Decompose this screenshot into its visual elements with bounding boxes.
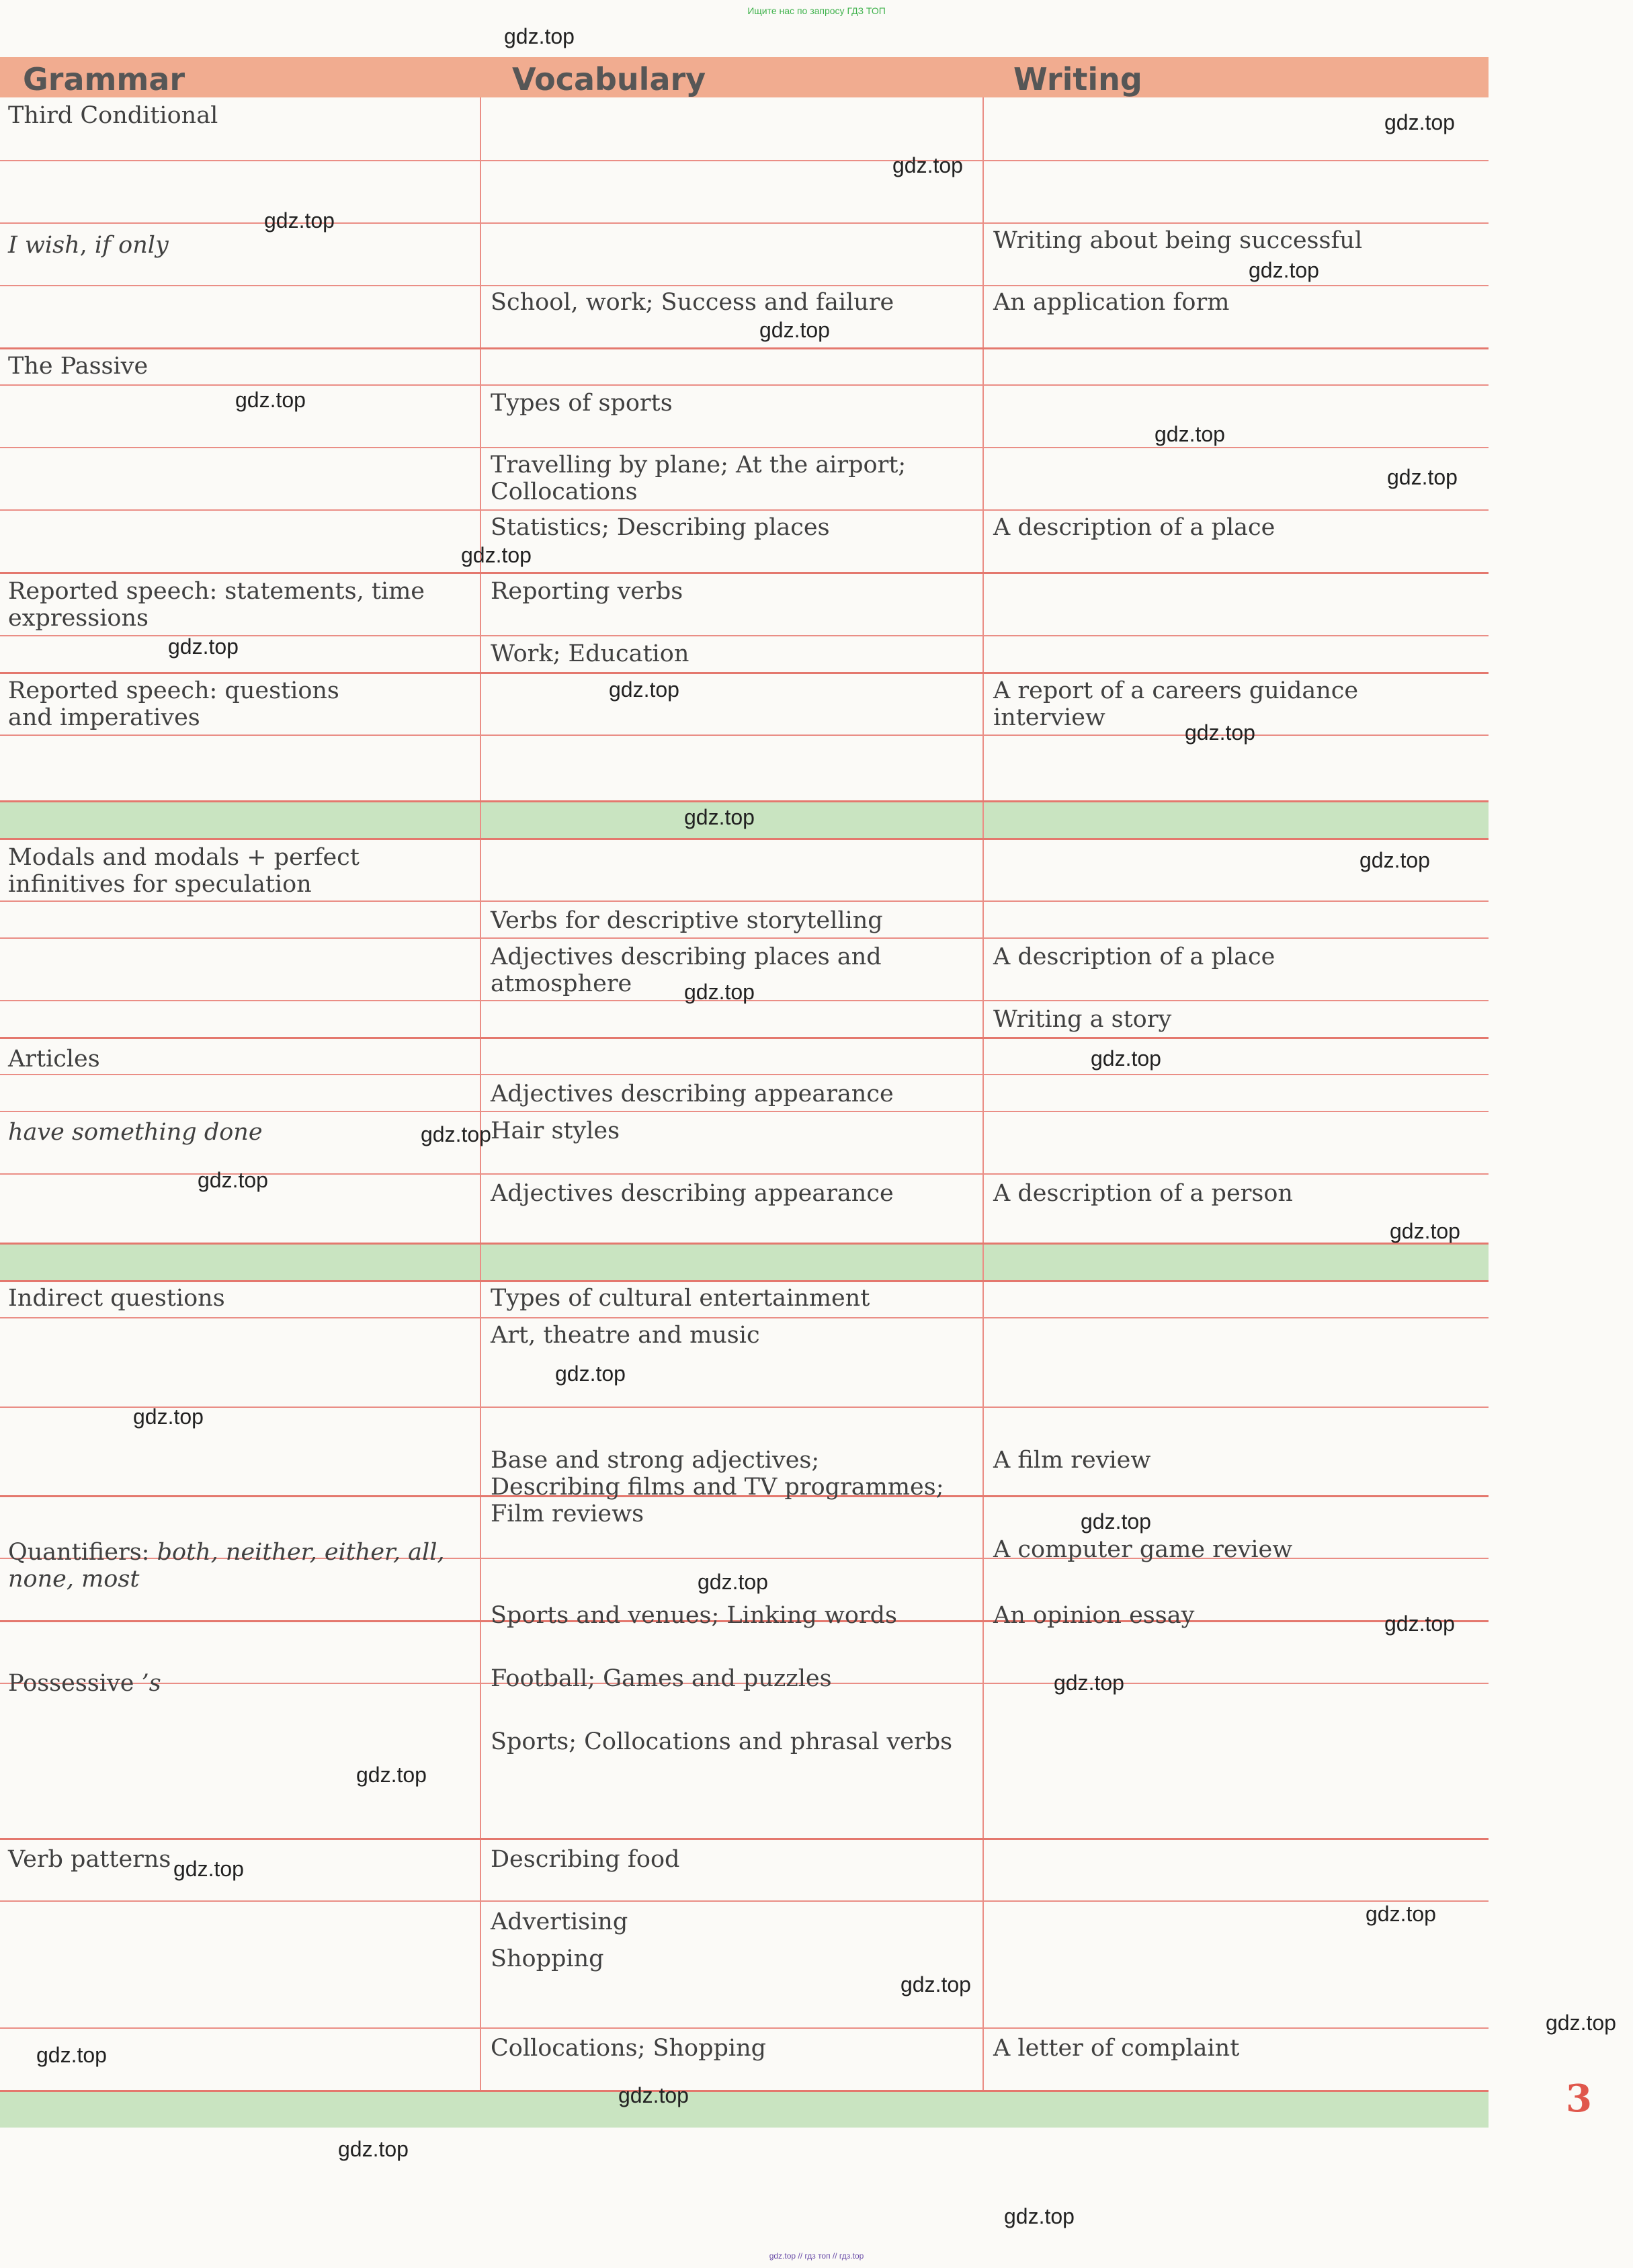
writing-cell: A report of a careers guidance interview <box>993 677 1359 731</box>
grammar-cell: Reported speech: questions and imperatives <box>8 677 339 731</box>
writing-cell: A description of a person <box>993 1180 1293 1207</box>
column-divider <box>982 97 984 2090</box>
watermark: gdz.top <box>133 1404 204 1429</box>
top-note: Ищите нас по запросу ГДЗ ТОП <box>747 5 886 16</box>
watermark: gdz.top <box>892 153 963 177</box>
vocabulary-cell: Describing food <box>491 1846 680 1873</box>
vocabulary-cell: School, work; Success and failure <box>491 289 894 316</box>
section-band <box>0 2090 1489 2128</box>
vocabulary-cell: Base and strong adjectives; Describing films and TV programmes; Film reviews <box>491 1447 944 1527</box>
grammar-cell: I wish, if only <box>8 232 169 259</box>
vocabulary-cell: Statistics; Describing places <box>491 514 830 541</box>
writing-cell: A description of a place <box>993 943 1275 970</box>
watermark: gdz.top <box>1384 1611 1455 1636</box>
watermark: gdz.top <box>1004 2204 1075 2228</box>
vocabulary-cell: Football; Games and puzzles <box>491 1665 832 1692</box>
watermark: gdz.top <box>684 980 755 1004</box>
watermark: gdz.top <box>356 1763 427 1787</box>
watermark: gdz.top <box>1081 1509 1151 1534</box>
grammar-cell: The Passive <box>8 353 149 380</box>
watermark: gdz.top <box>173 1857 244 1881</box>
grammar-header: Grammar <box>23 61 185 97</box>
grammar-cell: Articles <box>8 1046 100 1073</box>
vocabulary-cell: Verbs for descriptive storytelling <box>491 907 883 934</box>
watermark: gdz.top <box>168 634 239 659</box>
watermark: gdz.top <box>684 805 755 829</box>
writing-cell: A film review <box>993 1447 1151 1474</box>
writing-cell: Writing a story <box>993 1006 1172 1033</box>
watermark: gdz.top <box>1091 1046 1161 1070</box>
watermark: gdz.top <box>461 543 532 567</box>
vocabulary-cell: Collocations; Shopping <box>491 2035 767 2062</box>
section-band <box>0 1243 1489 1280</box>
page-number: 3 <box>1566 2076 1592 2121</box>
watermark: gdz.top <box>1384 110 1455 134</box>
watermark: gdz.top <box>1359 848 1430 872</box>
watermark: gdz.top <box>698 1570 768 1594</box>
vocabulary-cell: Types of cultural entertainment <box>491 1285 870 1312</box>
column-divider <box>480 97 481 2090</box>
grammar-cell: Verb patterns <box>8 1846 171 1873</box>
vocabulary-header: Vocabulary <box>512 61 706 97</box>
watermark: gdz.top <box>759 318 830 342</box>
vocabulary-cell: Adjectives describing appearance <box>491 1081 894 1107</box>
watermark: gdz.top <box>1390 1219 1460 1243</box>
vocabulary-cell: Sports and venues; Linking words <box>491 1602 898 1629</box>
vocabulary-cell: Shopping <box>491 1945 604 1972</box>
watermark: gdz.top <box>901 1972 971 1997</box>
writing-header: Writing <box>1013 61 1142 97</box>
grammar-cell: have something done <box>8 1119 263 1146</box>
watermark: gdz.top <box>1546 2011 1616 2035</box>
vocabulary-cell: Hair styles <box>491 1118 620 1144</box>
table-header <box>0 57 1489 97</box>
watermark: gdz.top <box>198 1168 268 1192</box>
watermark: gdz.top <box>504 24 575 48</box>
watermark: gdz.top <box>555 1361 626 1386</box>
watermark: gdz.top <box>1155 422 1225 446</box>
vocabulary-cell: Art, theatre and music <box>491 1322 760 1349</box>
vocabulary-cell: Adjectives describing places and atmosphere <box>491 943 882 997</box>
watermark: gdz.top <box>338 2137 409 2161</box>
writing-cell: An application form <box>993 289 1230 316</box>
watermark: gdz.top <box>1387 465 1458 489</box>
vocabulary-cell: Advertising <box>491 1908 628 1935</box>
writing-cell: A description of a place <box>993 514 1275 541</box>
vocabulary-cell: Travelling by plane; At the airport; Collocations <box>491 452 907 505</box>
grammar-cell: Indirect questions <box>8 1285 225 1312</box>
watermark: gdz.top <box>235 388 306 412</box>
watermark: gdz.top <box>264 208 335 233</box>
grammar-cell: Quantifiers: both, neither, either, all, none, most <box>8 1539 445 1593</box>
vocabulary-cell: Types of sports <box>491 390 673 417</box>
watermark: gdz.top <box>1185 720 1255 745</box>
writing-cell: An opinion essay <box>993 1602 1195 1629</box>
grammar-cell: Third Conditional <box>8 102 218 129</box>
bottom-note: gdz.top // гдз топ // гдз.top <box>769 2251 864 2261</box>
vocabulary-cell: Sports; Collocations and phrasal verbs <box>491 1728 953 1755</box>
watermark: gdz.top <box>609 677 679 702</box>
watermark: gdz.top <box>1054 1671 1124 1695</box>
watermark: gdz.top <box>618 2083 689 2107</box>
grammar-cell: Reported speech: statements, time expressions <box>8 578 425 632</box>
writing-cell: Writing about being successful <box>993 227 1363 254</box>
vocabulary-cell: Work; Education <box>491 640 689 667</box>
watermark: gdz.top <box>421 1122 491 1146</box>
watermark: gdz.top <box>1249 258 1319 282</box>
grammar-cell: Modals and modals + perfect infinitives for speculation <box>8 844 360 898</box>
watermark: gdz.top <box>1366 1902 1436 1926</box>
vocabulary-cell: Reporting verbs <box>491 578 683 605</box>
writing-cell: A letter of complaint <box>993 2035 1240 2062</box>
writing-cell: A computer game review <box>993 1536 1293 1563</box>
grammar-cell: Possessive ’s <box>8 1670 161 1697</box>
watermark: gdz.top <box>36 2043 107 2067</box>
vocabulary-cell: Adjectives describing appearance <box>491 1180 894 1207</box>
